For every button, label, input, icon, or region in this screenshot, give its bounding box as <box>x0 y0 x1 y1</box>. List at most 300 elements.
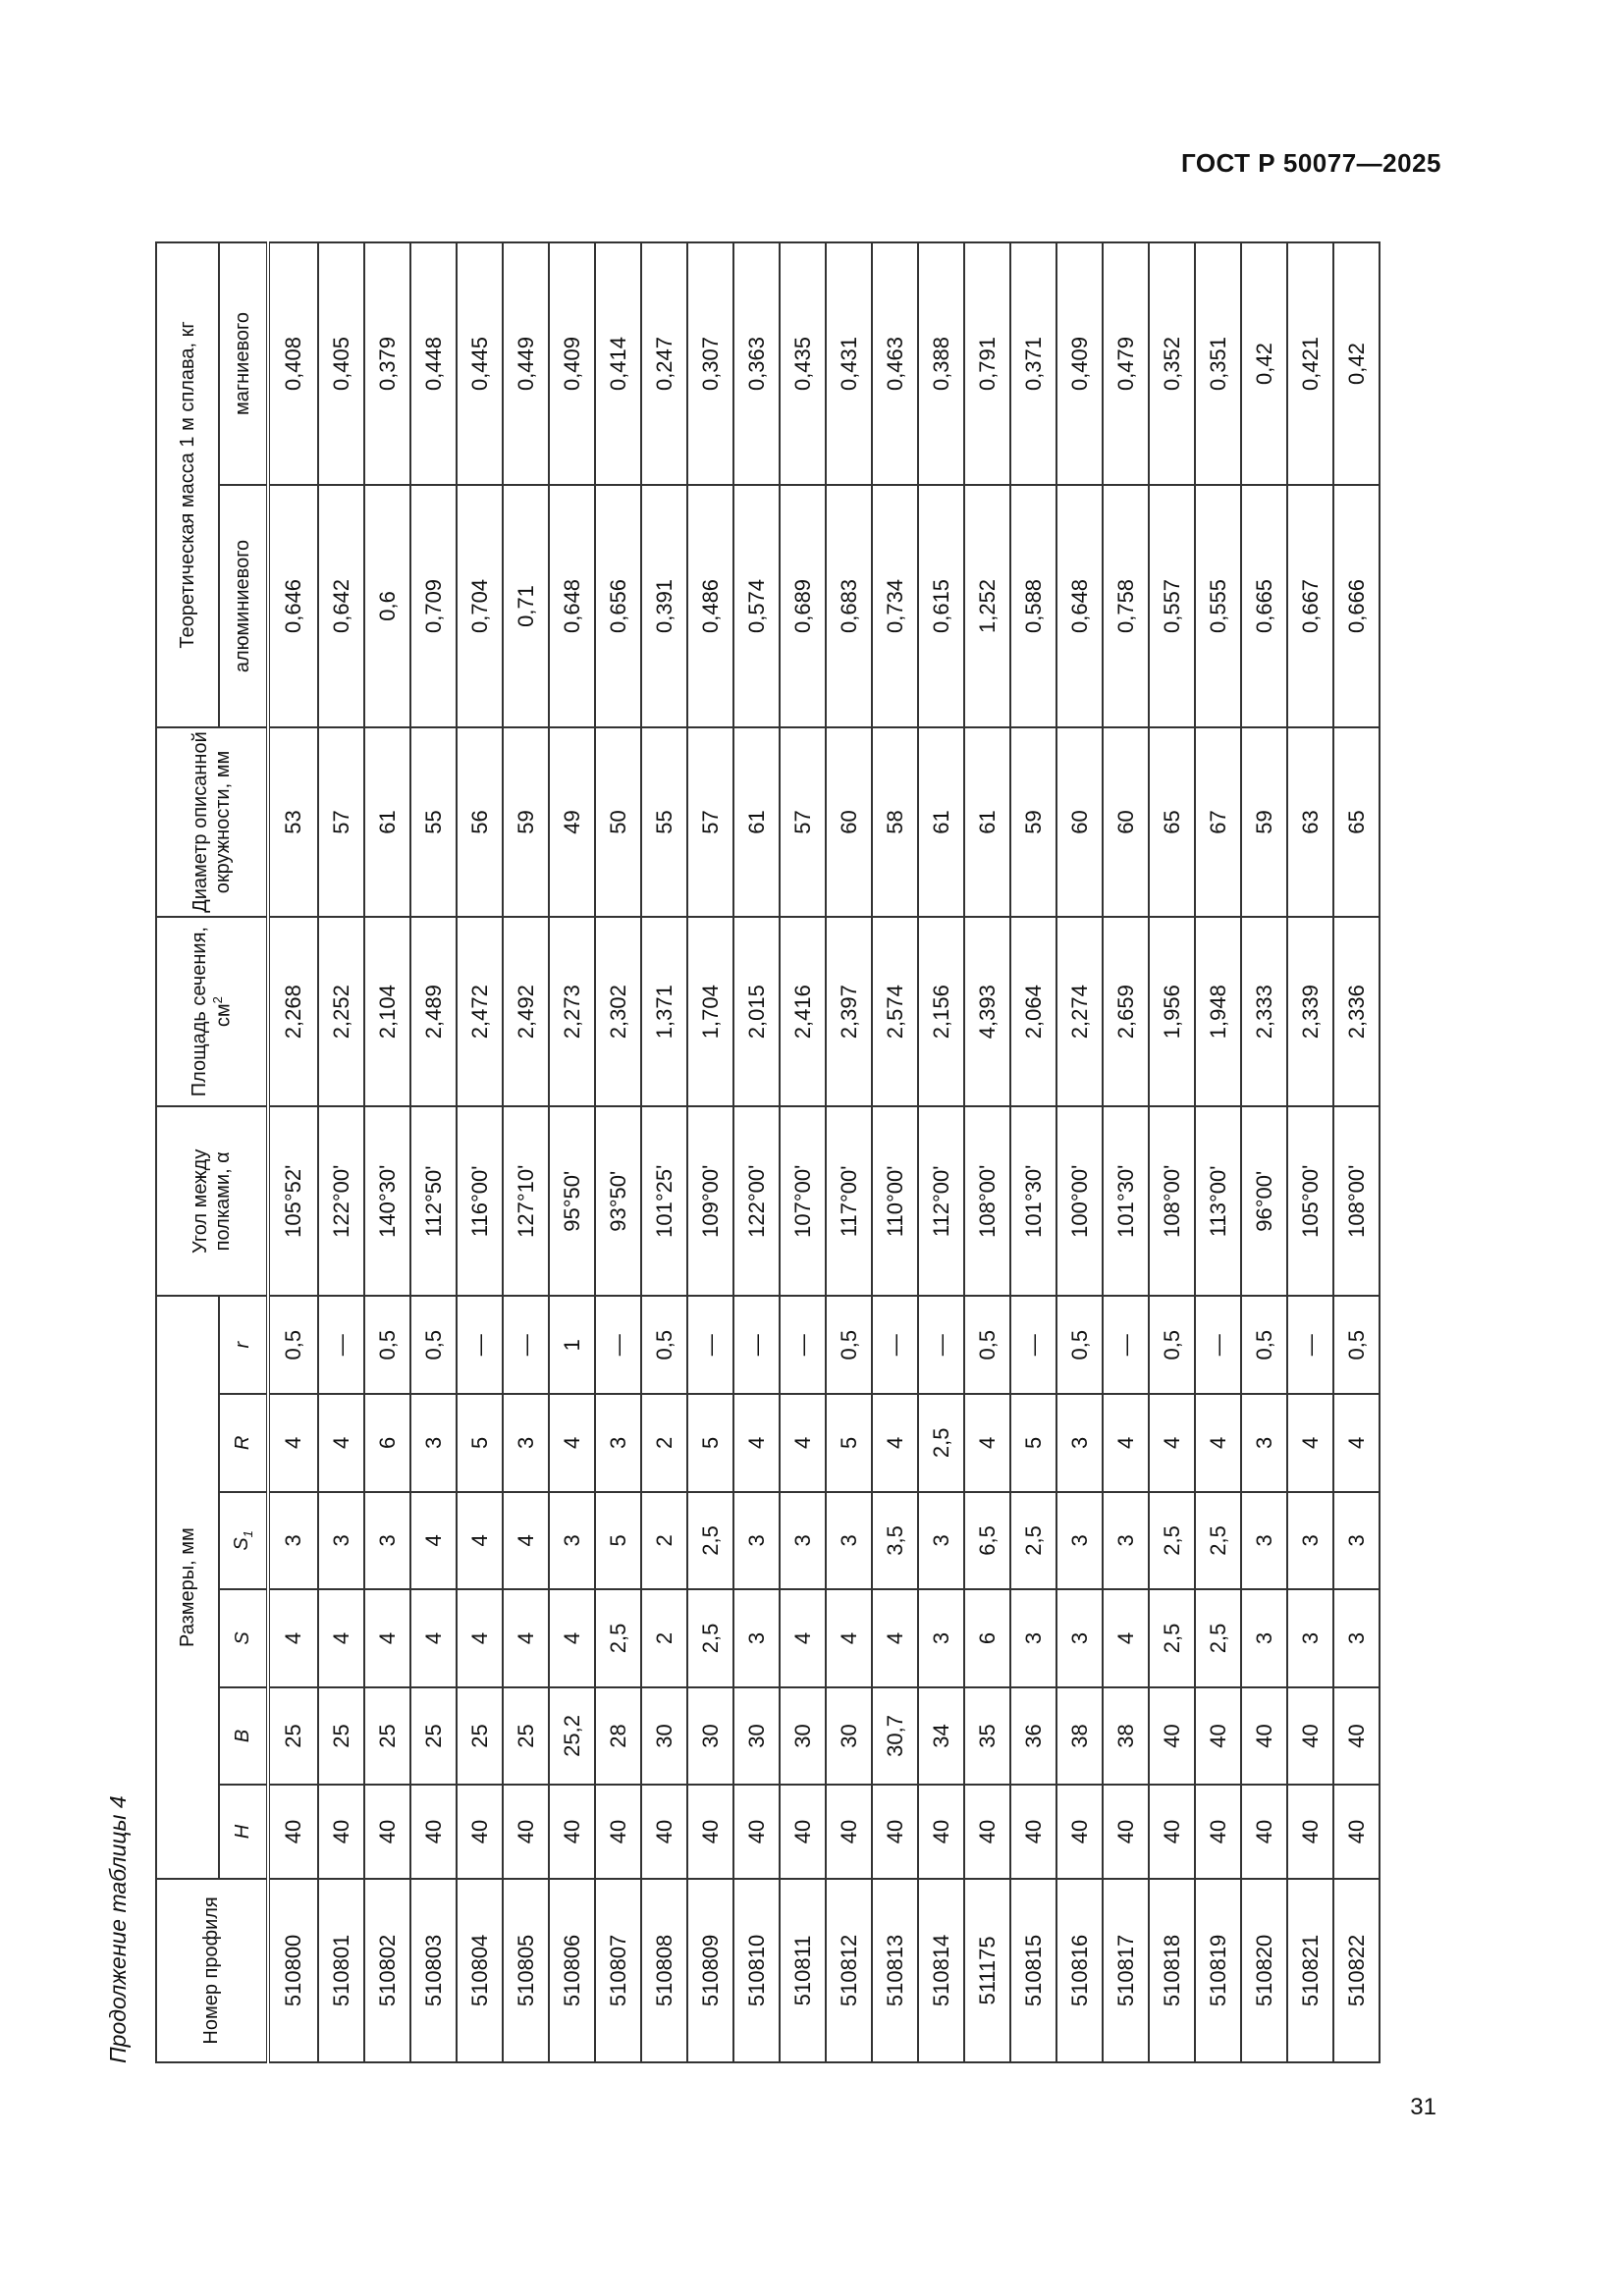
table-cell: 0,307 <box>687 242 733 485</box>
table-cell: 510813 <box>872 1879 918 2062</box>
table-cell: 2,104 <box>364 917 410 1106</box>
table-cell: 40 <box>1333 1687 1380 1786</box>
table-cell: 2,252 <box>318 917 364 1106</box>
table-cell: 4 <box>549 1589 595 1687</box>
table-cell: 30 <box>826 1687 872 1786</box>
table-cell: 58 <box>872 727 918 917</box>
table-row <box>826 242 872 2062</box>
page-number: 31 <box>1410 2094 1436 2120</box>
table-cell: 3 <box>1287 1492 1333 1590</box>
table-cell: 112°00' <box>918 1106 964 1296</box>
table-cell: 4 <box>410 1492 457 1590</box>
table-cell: 510817 <box>1103 1879 1149 2062</box>
table-cell: 40 <box>1333 1785 1380 1879</box>
table-cell: 40 <box>1149 1687 1195 1786</box>
table-cell: 0,445 <box>457 242 503 485</box>
table-cell: 40 <box>364 1785 410 1879</box>
table-cell: 0,408 <box>268 242 318 485</box>
table-cell: 0,5 <box>1333 1296 1380 1394</box>
table-cell: 40 <box>780 1785 826 1879</box>
table-cell: 1,704 <box>687 917 733 1106</box>
table-cell: 3 <box>1241 1589 1287 1687</box>
header-S1 <box>219 1492 268 1590</box>
table-cell: 0,615 <box>918 485 964 727</box>
table-cell: 40 <box>872 1785 918 1879</box>
table-cell: 40 <box>1149 1785 1195 1879</box>
table-cell: 0,351 <box>1195 242 1241 485</box>
table-cell: 2,5 <box>918 1394 964 1492</box>
table-row <box>1195 242 1241 2062</box>
table-cell: 140°30' <box>364 1106 410 1296</box>
table-cell: 3 <box>1241 1492 1287 1590</box>
header-angle: Угол между полками, α <box>156 1106 268 1296</box>
table-row <box>364 242 410 2062</box>
table-cell: 93°50' <box>595 1106 641 1296</box>
table-row <box>1149 242 1195 2062</box>
table-cell: 25 <box>457 1687 503 1786</box>
table-cell: 40 <box>268 1785 318 1879</box>
table-cell: 30 <box>641 1687 687 1786</box>
table-cell: 0,391 <box>641 485 687 727</box>
table-cell: 38 <box>1103 1687 1149 1786</box>
table-cell: 2,336 <box>1333 917 1380 1106</box>
table-cell: 4,393 <box>964 917 1010 1106</box>
table-cell: 510810 <box>733 1879 780 2062</box>
table-cell: 4 <box>1149 1394 1195 1492</box>
table-cell: 1,371 <box>641 917 687 1106</box>
table-cell: 3 <box>1056 1492 1103 1590</box>
table-cell: 36 <box>1010 1687 1056 1786</box>
table-cell: 25 <box>364 1687 410 1786</box>
table-cell: 0,71 <box>503 485 549 727</box>
table-cell: 0,409 <box>1056 242 1103 485</box>
table-cell: 56 <box>457 727 503 917</box>
table-cell: 0,5 <box>364 1296 410 1394</box>
header-mass: Теоретическая масса 1 м сплава, кг <box>156 242 219 727</box>
table-cell: 3 <box>1333 1492 1380 1590</box>
table-cell: 3 <box>1056 1589 1103 1687</box>
table-cell: 3 <box>503 1394 549 1492</box>
table-cell: 510801 <box>318 1879 364 2062</box>
table-cell: 60 <box>1103 727 1149 917</box>
table-cell: 59 <box>1241 727 1287 917</box>
table-cell: 40 <box>687 1785 733 1879</box>
table-cell: 0,414 <box>595 242 641 485</box>
table-cell: 100°00' <box>1056 1106 1103 1296</box>
table-row <box>457 242 503 2062</box>
table-cell: 108°00' <box>1149 1106 1195 1296</box>
table-cell: 4 <box>503 1589 549 1687</box>
table-cell: 61 <box>364 727 410 917</box>
table-cell: 4 <box>268 1589 318 1687</box>
table-cell: — <box>457 1296 503 1394</box>
table-cell: 113°00' <box>1195 1106 1241 1296</box>
table-cell: 510816 <box>1056 1879 1103 2062</box>
table-cell: 2,492 <box>503 917 549 1106</box>
table-row <box>733 242 780 2062</box>
table-cell: 28 <box>595 1687 641 1786</box>
table-cell: 0,409 <box>549 242 595 485</box>
table-cell: 0,758 <box>1103 485 1149 727</box>
table-cell: — <box>733 1296 780 1394</box>
table-cell: 2,015 <box>733 917 780 1106</box>
document-id: ГОСТ Р 50077—2025 <box>1180 148 1441 178</box>
table-cell: 510808 <box>641 1879 687 2062</box>
table-cell: 0,463 <box>872 242 918 485</box>
table-cell: 40 <box>1287 1687 1333 1786</box>
table-cell: 40 <box>733 1785 780 1879</box>
table-cell: 4 <box>503 1492 549 1590</box>
table-cell: 0,435 <box>780 242 826 485</box>
table-cell: 40 <box>964 1785 1010 1879</box>
table-cell: 40 <box>641 1785 687 1879</box>
table-cell: 61 <box>964 727 1010 917</box>
table-cell: 40 <box>595 1785 641 1879</box>
table-cell: 0,42 <box>1241 242 1287 485</box>
table-cell: 112°50' <box>410 1106 457 1296</box>
table-cell: 2,416 <box>780 917 826 1106</box>
table-cell: 0,479 <box>1103 242 1149 485</box>
table-row <box>503 242 549 2062</box>
table-cell: 122°00' <box>733 1106 780 1296</box>
table-cell: 4 <box>1103 1589 1149 1687</box>
header-aluminum: алюминиевого <box>219 485 268 727</box>
table-cell: 1,948 <box>1195 917 1241 1106</box>
table-cell: 30 <box>780 1687 826 1786</box>
table-cell: 0,405 <box>318 242 364 485</box>
table-cell: 0,5 <box>1056 1296 1103 1394</box>
table-cell: 3 <box>549 1492 595 1590</box>
table-row <box>1287 242 1333 2062</box>
table-cell: 110°00' <box>872 1106 918 1296</box>
table-cell: 3 <box>780 1492 826 1590</box>
table-cell: 40 <box>549 1785 595 1879</box>
table-cell: 67 <box>1195 727 1241 917</box>
table-cell: 40 <box>318 1785 364 1879</box>
table-cell: — <box>872 1296 918 1394</box>
table-row <box>918 242 964 2062</box>
table-cell: 4 <box>872 1394 918 1492</box>
table-cell: 510807 <box>595 1879 641 2062</box>
table-cell: 40 <box>1241 1785 1287 1879</box>
profile-table <box>155 241 1380 2063</box>
table-cell: 510822 <box>1333 1879 1380 2062</box>
table-cell: 3 <box>1333 1589 1380 1687</box>
header-R: R <box>219 1394 268 1492</box>
table-cell: 510806 <box>549 1879 595 2062</box>
table-cell: 1,956 <box>1149 917 1195 1106</box>
table-cell: 0,42 <box>1333 242 1380 485</box>
table-cell: 3 <box>364 1492 410 1590</box>
table-cell: 4 <box>826 1589 872 1687</box>
header-S: S <box>219 1589 268 1687</box>
table-cell: 2,273 <box>549 917 595 1106</box>
table-row <box>1333 242 1380 2062</box>
table-cell: 510814 <box>918 1879 964 2062</box>
table-cell: 0,486 <box>687 485 733 727</box>
table-cell: 0,247 <box>641 242 687 485</box>
table-cell: 3 <box>1103 1492 1149 1590</box>
table-row <box>410 242 457 2062</box>
table-cell: 510818 <box>1149 1879 1195 2062</box>
table-cell: 510812 <box>826 1879 872 2062</box>
table-cell: 0,689 <box>780 485 826 727</box>
table-cell: — <box>687 1296 733 1394</box>
table-cell: 107°00' <box>780 1106 826 1296</box>
table-cell: 6,5 <box>964 1492 1010 1590</box>
table-row <box>1103 242 1149 2062</box>
table-cell: 4 <box>457 1492 503 1590</box>
table-cell: 0,642 <box>318 485 364 727</box>
table-cell: 4 <box>780 1394 826 1492</box>
table-cell: 65 <box>1149 727 1195 917</box>
table-row <box>687 242 733 2062</box>
table-cell: — <box>918 1296 964 1394</box>
table-cell: 0,557 <box>1149 485 1195 727</box>
table-cell: 0,448 <box>410 242 457 485</box>
data-table-container <box>155 241 1380 2063</box>
table-cell: 101°25' <box>641 1106 687 1296</box>
table-cell: 57 <box>780 727 826 917</box>
table-cell: 3 <box>1056 1394 1103 1492</box>
table-cell: 2,397 <box>826 917 872 1106</box>
table-cell: 3 <box>595 1394 641 1492</box>
table-cell: 105°00' <box>1287 1106 1333 1296</box>
header-magnesium: магниевого <box>219 242 268 485</box>
table-cell: 108°00' <box>1333 1106 1380 1296</box>
table-cell: 55 <box>641 727 687 917</box>
table-cell: 2,5 <box>687 1589 733 1687</box>
table-cell: 0,734 <box>872 485 918 727</box>
table-cell: 2 <box>641 1589 687 1687</box>
table-row <box>1010 242 1056 2062</box>
table-cell: 0,5 <box>826 1296 872 1394</box>
table-caption: Продолжение таблицы 4 <box>105 1795 131 2063</box>
table-cell: 510804 <box>457 1879 503 2062</box>
table-row <box>1241 242 1287 2062</box>
table-cell: 109°00' <box>687 1106 733 1296</box>
table-row <box>1056 242 1103 2062</box>
table-cell: 57 <box>687 727 733 917</box>
table-cell: 40 <box>1195 1687 1241 1786</box>
table-cell: 2,339 <box>1287 917 1333 1106</box>
table-cell: 30 <box>687 1687 733 1786</box>
table-cell: 5 <box>457 1394 503 1492</box>
table-cell: 38 <box>1056 1687 1103 1786</box>
table-cell: 60 <box>826 727 872 917</box>
table-cell: 3 <box>318 1492 364 1590</box>
table-cell: 0,666 <box>1333 485 1380 727</box>
table-cell: 3 <box>918 1492 964 1590</box>
table-cell: — <box>503 1296 549 1394</box>
table-cell: 4 <box>457 1589 503 1687</box>
table-cell: 127°10' <box>503 1106 549 1296</box>
table-cell: 40 <box>1195 1785 1241 1879</box>
table-cell: 65 <box>1333 727 1380 917</box>
table-cell: 4 <box>364 1589 410 1687</box>
table-cell: 35 <box>964 1687 1010 1786</box>
table-cell: 2,064 <box>1010 917 1056 1106</box>
header-S1-sub: 1 <box>240 1530 255 1538</box>
table-row <box>780 242 826 2062</box>
header-H: H <box>219 1785 268 1879</box>
table-cell: 0,6 <box>364 485 410 727</box>
table-cell: 2,472 <box>457 917 503 1106</box>
table-cell: 5 <box>687 1394 733 1492</box>
table-cell: 0,588 <box>1010 485 1056 727</box>
table-cell: 40 <box>410 1785 457 1879</box>
table-cell: 2,302 <box>595 917 641 1106</box>
table-cell: 101°30' <box>1103 1106 1149 1296</box>
table-cell: 0,421 <box>1287 242 1333 485</box>
table-cell: 4 <box>1195 1394 1241 1492</box>
table-cell: 117°00' <box>826 1106 872 1296</box>
table-cell: 4 <box>964 1394 1010 1492</box>
header-area <box>156 917 268 1106</box>
table-cell: 0,704 <box>457 485 503 727</box>
table-cell: — <box>1103 1296 1149 1394</box>
table-cell: 101°30' <box>1010 1106 1056 1296</box>
header-S1-base: S <box>230 1537 252 1551</box>
table-cell: 2,5 <box>595 1589 641 1687</box>
table-row <box>641 242 687 2062</box>
table-cell: 5 <box>1010 1394 1056 1492</box>
table-cell: 2,156 <box>918 917 964 1106</box>
header-dimensions: Размеры, мм <box>156 1296 219 1878</box>
table-cell: 510820 <box>1241 1879 1287 2062</box>
table-cell: 2,333 <box>1241 917 1287 1106</box>
table-cell: 59 <box>1010 727 1056 917</box>
table-cell: — <box>1010 1296 1056 1394</box>
table-cell: 4 <box>318 1589 364 1687</box>
table-cell: 25 <box>268 1687 318 1786</box>
table-cell: 0,5 <box>964 1296 1010 1394</box>
table-cell: 3 <box>1241 1394 1287 1492</box>
table-row <box>964 242 1010 2062</box>
table-cell: 4 <box>549 1394 595 1492</box>
table-cell: 3 <box>268 1492 318 1590</box>
table-cell: 61 <box>918 727 964 917</box>
table-cell: 0,665 <box>1241 485 1287 727</box>
table-cell: 0,667 <box>1287 485 1333 727</box>
table-cell: 0,5 <box>1241 1296 1287 1394</box>
table-cell: 0,648 <box>549 485 595 727</box>
table-cell: 40 <box>918 1785 964 1879</box>
table-cell: 3 <box>918 1589 964 1687</box>
table-cell: 510819 <box>1195 1879 1241 2062</box>
table-cell: 2,5 <box>1149 1589 1195 1687</box>
table-cell: 1 <box>549 1296 595 1394</box>
table-cell: 0,379 <box>364 242 410 485</box>
table-cell: 0,363 <box>733 242 780 485</box>
table-cell: 3 <box>733 1492 780 1590</box>
table-cell: 5 <box>826 1394 872 1492</box>
table-cell: — <box>780 1296 826 1394</box>
table-cell: 0,5 <box>641 1296 687 1394</box>
table-cell: 510809 <box>687 1879 733 2062</box>
table-cell: 2,489 <box>410 917 457 1106</box>
table-cell: 3 <box>733 1589 780 1687</box>
table-cell: 0,648 <box>1056 485 1103 727</box>
table-cell: 510805 <box>503 1879 549 2062</box>
table-cell: 4 <box>780 1589 826 1687</box>
table-cell: 25 <box>410 1687 457 1786</box>
table-cell: 1,252 <box>964 485 1010 727</box>
table-cell: 40 <box>1287 1785 1333 1879</box>
header-r: r <box>219 1296 268 1394</box>
table-cell: 2,659 <box>1103 917 1149 1106</box>
table-cell: — <box>1287 1296 1333 1394</box>
table-cell: 2,5 <box>1149 1492 1195 1590</box>
table-cell: 59 <box>503 727 549 917</box>
table-cell: 0,555 <box>1195 485 1241 727</box>
table-cell: 25 <box>503 1687 549 1786</box>
table-cell: 122°00' <box>318 1106 364 1296</box>
table-cell: 0,5 <box>268 1296 318 1394</box>
table-cell: 0,5 <box>410 1296 457 1394</box>
table-cell: 510802 <box>364 1879 410 2062</box>
table-cell: 2,5 <box>1195 1492 1241 1590</box>
table-cell: — <box>318 1296 364 1394</box>
table-cell: 2,5 <box>1010 1492 1056 1590</box>
table-cell: 0,388 <box>918 242 964 485</box>
table-cell: 2 <box>641 1394 687 1492</box>
table-row <box>268 242 318 2062</box>
table-cell: 25,2 <box>549 1687 595 1786</box>
header-area-sup: 2 <box>209 996 225 1004</box>
table-cell: 0,574 <box>733 485 780 727</box>
table-cell: 57 <box>318 727 364 917</box>
table-cell: 4 <box>872 1589 918 1687</box>
table-cell: 49 <box>549 727 595 917</box>
table-cell: 0,352 <box>1149 242 1195 485</box>
table-cell: 4 <box>733 1394 780 1492</box>
table-row <box>549 242 595 2062</box>
table-cell: — <box>595 1296 641 1394</box>
table-cell: 30,7 <box>872 1687 918 1786</box>
table-cell: 511175 <box>964 1879 1010 2062</box>
table-cell: 4 <box>1103 1394 1149 1492</box>
table-cell: 0,709 <box>410 485 457 727</box>
table-cell: 63 <box>1287 727 1333 917</box>
table-cell: 4 <box>410 1589 457 1687</box>
table-cell: 105°52' <box>268 1106 318 1296</box>
table-cell: 0,431 <box>826 242 872 485</box>
table-cell: 510811 <box>780 1879 826 2062</box>
table-cell: 4 <box>1333 1394 1380 1492</box>
table-cell: 25 <box>318 1687 364 1786</box>
table-cell: 3 <box>410 1394 457 1492</box>
table-cell: 60 <box>1056 727 1103 917</box>
table-cell: 108°00' <box>964 1106 1010 1296</box>
table-cell: 3 <box>1287 1589 1333 1687</box>
table-cell: 40 <box>1056 1785 1103 1879</box>
table-cell: 2,274 <box>1056 917 1103 1106</box>
header-B: B <box>219 1687 268 1786</box>
table-cell: 30 <box>733 1687 780 1786</box>
table-cell: 40 <box>503 1785 549 1879</box>
table-cell: 510821 <box>1287 1879 1333 2062</box>
table-row <box>595 242 641 2062</box>
table-cell: 40 <box>826 1785 872 1879</box>
table-cell: 2 <box>641 1492 687 1590</box>
header-diameter: Диаметр описанной окружности, мм <box>156 727 268 917</box>
table-cell: 0,646 <box>268 485 318 727</box>
table-cell: 4 <box>1287 1394 1333 1492</box>
table-cell: — <box>1195 1296 1241 1394</box>
table-body <box>268 242 1380 2062</box>
table-cell: 2,5 <box>1195 1589 1241 1687</box>
